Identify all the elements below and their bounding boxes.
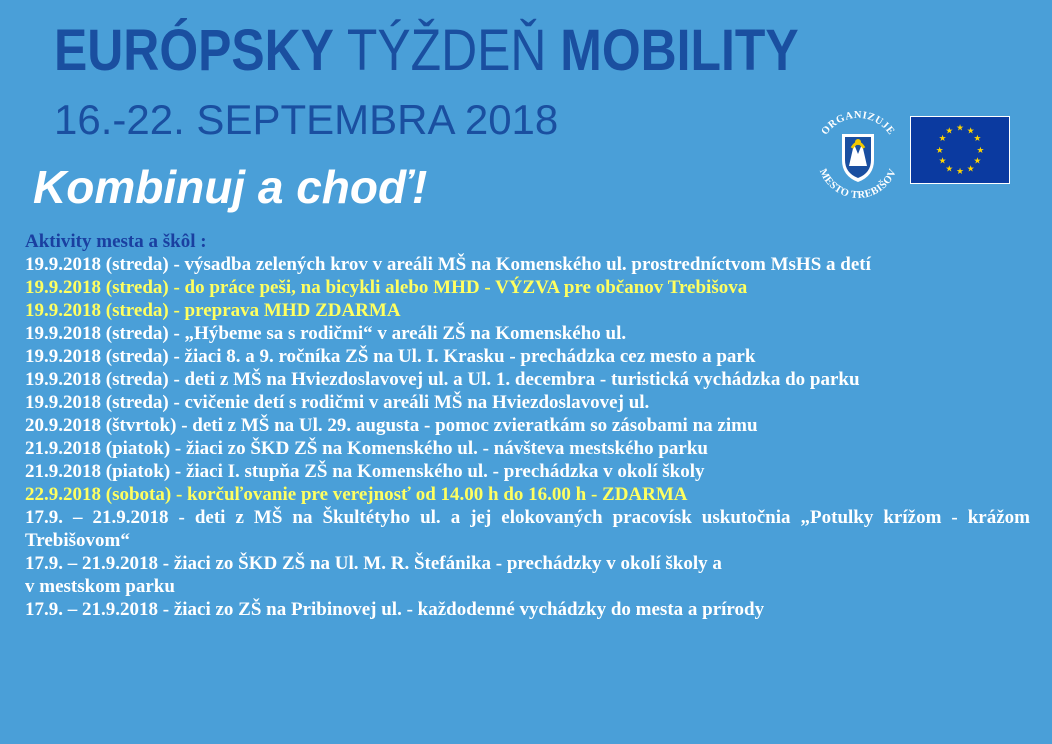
svg-text:★: ★ (938, 156, 947, 167)
svg-text:★: ★ (966, 126, 975, 137)
svg-text:★: ★ (956, 123, 964, 134)
slogan: Kombinuj a choď! (33, 161, 428, 213)
title-tyzden: TÝŽDEŇ (346, 18, 547, 83)
activity-item: 20.9.2018 (štvrtok) - deti z MŠ na Ul. 29. augusta - pomoc zvieratkám so zásobami na zimu (25, 415, 758, 436)
svg-text:★: ★ (956, 167, 964, 178)
svg-text:ORGANIZUJE (820, 110, 897, 137)
activity-item: 17.9. – 21.9.2018 - deti z MŠ na Škultétyho ul. a jej elokovaných pracovísk uskutočnia „Potulky krížom - krážom Trebišovom“ (25, 507, 1030, 551)
title-mobility: MOBILITY (560, 18, 799, 83)
seal-bottom-text: MESTO TREBIŠOV (816, 167, 899, 202)
svg-text:★: ★ (935, 145, 944, 156)
activity-item: 21.9.2018 (piatok) - žiaci I. stupňa ZŠ na Komenského ul. - prechádzka v okolí školy (25, 461, 705, 482)
svg-text:★: ★ (973, 156, 982, 167)
activity-item: 17.9. – 21.9.2018 - žiaci zo ZŠ na Pribinovej ul. - každodenné vychádzky do mesta a prírody (25, 599, 765, 620)
activity-item: 19.9.2018 (streda) - výsadba zelených krov v areáli MŠ na Komenského ul. prostredníctvom MsHS a detí (25, 254, 871, 275)
activity-item-highlight: 22.9.2018 (sobota) - korčuľovanie pre verejnosť od 14.00 h do 16.00 h - ZDARMA (25, 484, 688, 505)
svg-text:★: ★ (945, 164, 954, 175)
svg-text:★: ★ (973, 134, 982, 145)
activity-item: 19.9.2018 (streda) - žiaci 8. a 9. ročníka ZŠ na Ul. I. Krasku - prechádzka cez mesto a park (25, 346, 756, 367)
trebisov-seal-logo (806, 104, 910, 208)
activity-item: v mestskom parku (25, 576, 175, 597)
activity-heading: Aktivity mesta a škôl : (25, 231, 207, 252)
activity-item: 19.9.2018 (streda) - cvičenie detí s rodičmi v areáli MŠ na Hviezdoslavovej ul. (25, 392, 650, 413)
event-dates: 16.-22. SEPTEMBRA 2018 (54, 96, 559, 143)
eu-flag-icon (910, 116, 1010, 184)
activity-item-highlight: 19.9.2018 (streda) - preprava MHD ZDARMA (25, 300, 401, 321)
activity-item: 19.9.2018 (streda) - „Hýbeme sa s rodičmi“ v areáli ZŠ na Komenského ul. (25, 323, 627, 344)
coat-of-arms-icon (842, 134, 874, 182)
activity-list (25, 230, 1030, 621)
activity-item-highlight: 19.9.2018 (streda) - do práce peši, na bicykli alebo MHD - VÝZVA pre občanov Trebišova (25, 277, 748, 298)
activity-item: 21.9.2018 (piatok) - žiaci zo ŠKD ZŠ na Komenského ul. - návšteva mestského parku (25, 438, 708, 459)
svg-text:★: ★ (976, 145, 985, 156)
svg-text:★: ★ (938, 134, 947, 145)
seal-top-text: ORGANIZUJE (819, 109, 897, 138)
svg-text:★: ★ (945, 126, 954, 137)
title-europsky: EURÓPSKY (54, 18, 334, 83)
poster-title (54, 18, 799, 84)
svg-text:★: ★ (966, 164, 975, 175)
activity-item: 17.9. – 21.9.2018 - žiaci zo ŠKD ZŠ na Ul. M. R. Štefánika - prechádzky v okolí školy a (25, 553, 722, 574)
activity-item: 19.9.2018 (streda) - deti z MŠ na Hviezdoslavovej ul. a Ul. 1. decembra - turistická vychádzka do parku (25, 369, 860, 390)
